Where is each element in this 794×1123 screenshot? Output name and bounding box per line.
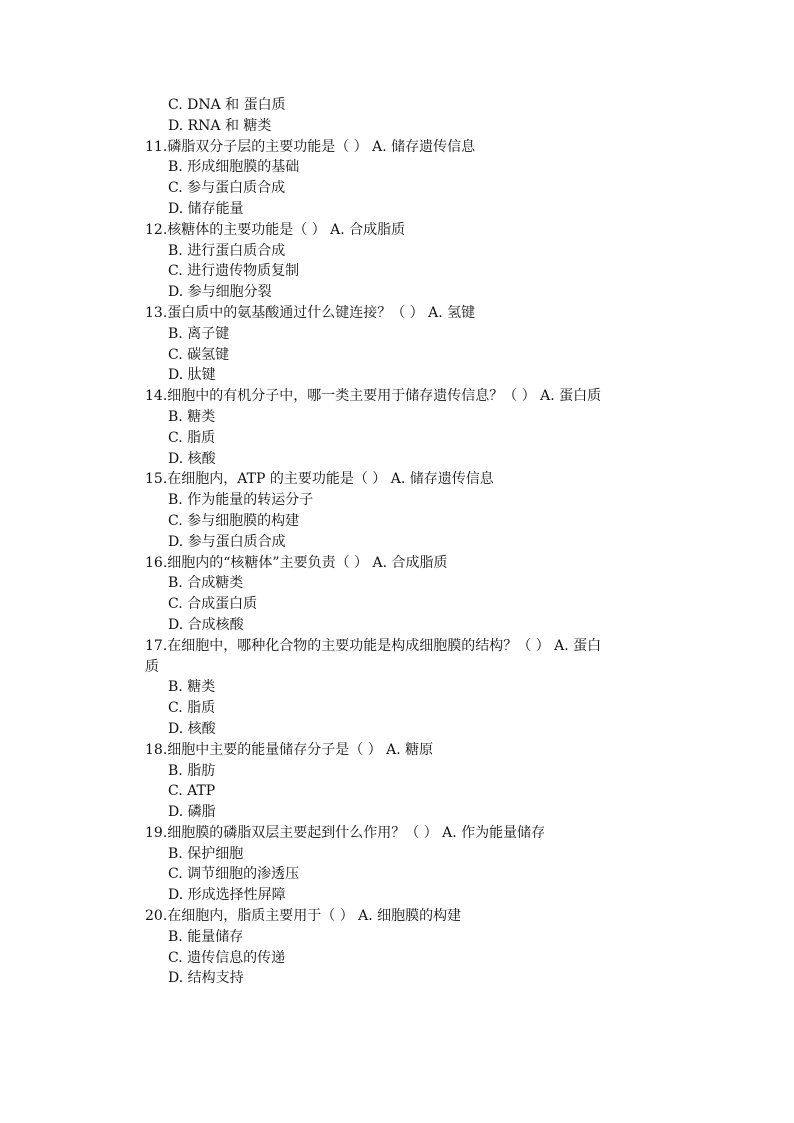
option-line: B. 保护细胞 (168, 845, 244, 862)
option-line: B. 合成糖类 (168, 575, 244, 592)
question-line: 12.核糖体的主要功能是（ ） A. 合成脂质 (145, 221, 406, 238)
option-line: B. 形成细胞膜的基础 (168, 159, 300, 176)
option-line: D. 肽键 (168, 367, 216, 384)
option-line: C. 参与细胞膜的构建 (168, 512, 300, 529)
option-line: C. 进行遗传物质复制 (168, 263, 300, 280)
option-line: D. 磷脂 (168, 804, 216, 821)
question-line: 11.磷脂双分子层的主要功能是（ ） A. 储存遗传信息 (145, 138, 476, 155)
option-line: B. 进行蛋白质合成 (168, 242, 286, 259)
question-line: 16.细胞内的“核糖体”主要负责（ ） A. 合成脂质 (145, 554, 448, 571)
option-line: C. 遗传信息的传递 (168, 949, 286, 966)
question-line: 18.细胞中主要的能量储存分子是（ ） A. 糖原 (145, 741, 434, 758)
option-line: D. 合成核酸 (168, 616, 244, 633)
option-line: C. 合成蛋白质 (168, 596, 258, 613)
question-line: 14.细胞中的有机分子中，哪一类主要用于储存遗传信息？（ ） A. 蛋白质 (145, 388, 602, 405)
question-line: 19.细胞膜的磷脂双层主要起到什么作用？（ ） A. 作为能量储存 (145, 824, 546, 841)
option-line: C. 碳氢键 (168, 346, 230, 363)
continuation-line: 质 (145, 658, 159, 675)
option-line: D. 核酸 (168, 720, 216, 737)
option-line: B. 作为能量的转运分子 (168, 492, 314, 509)
option-line: B. 离子键 (168, 325, 230, 342)
option-line: C. 脂质 (168, 429, 216, 446)
option-line: C. 脂质 (168, 700, 216, 717)
option-line: B. 糖类 (168, 408, 216, 425)
option-line: D. 形成选择性屏障 (168, 887, 286, 904)
question-line: 15.在细胞内，ATP 的主要功能是（ ） A. 储存遗传信息 (145, 471, 494, 488)
option-line: C. DNA 和 蛋白质 (168, 97, 286, 113)
option-line: D. 结构支持 (168, 970, 244, 987)
option-line: B. 能量储存 (168, 928, 244, 945)
option-line: C. ATP (168, 783, 216, 800)
option-line: C. 调节细胞的渗透压 (168, 866, 300, 883)
question-line: 20.在细胞内，脂质主要用于（ ） A. 细胞膜的构建 (145, 908, 462, 925)
option-line: D. 储存能量 (168, 200, 244, 217)
option-line: D. 参与细胞分裂 (168, 284, 272, 301)
option-line: B. 糖类 (168, 679, 216, 696)
document-page (145, 95, 680, 989)
option-line: C. 参与蛋白质合成 (168, 180, 286, 197)
option-line: B. 脂肪 (168, 762, 216, 779)
option-line: D. 核酸 (168, 450, 216, 467)
question-line: 17.在细胞中，哪种化合物的主要功能是构成细胞膜的结构？（ ） A. 蛋白 (145, 637, 602, 654)
option-line: D. RNA 和 糖类 (168, 117, 272, 134)
option-line: D. 参与蛋白质合成 (168, 533, 286, 550)
question-line: 13.蛋白质中的氨基酸通过什么键连接？（ ） A. 氢键 (145, 304, 476, 321)
